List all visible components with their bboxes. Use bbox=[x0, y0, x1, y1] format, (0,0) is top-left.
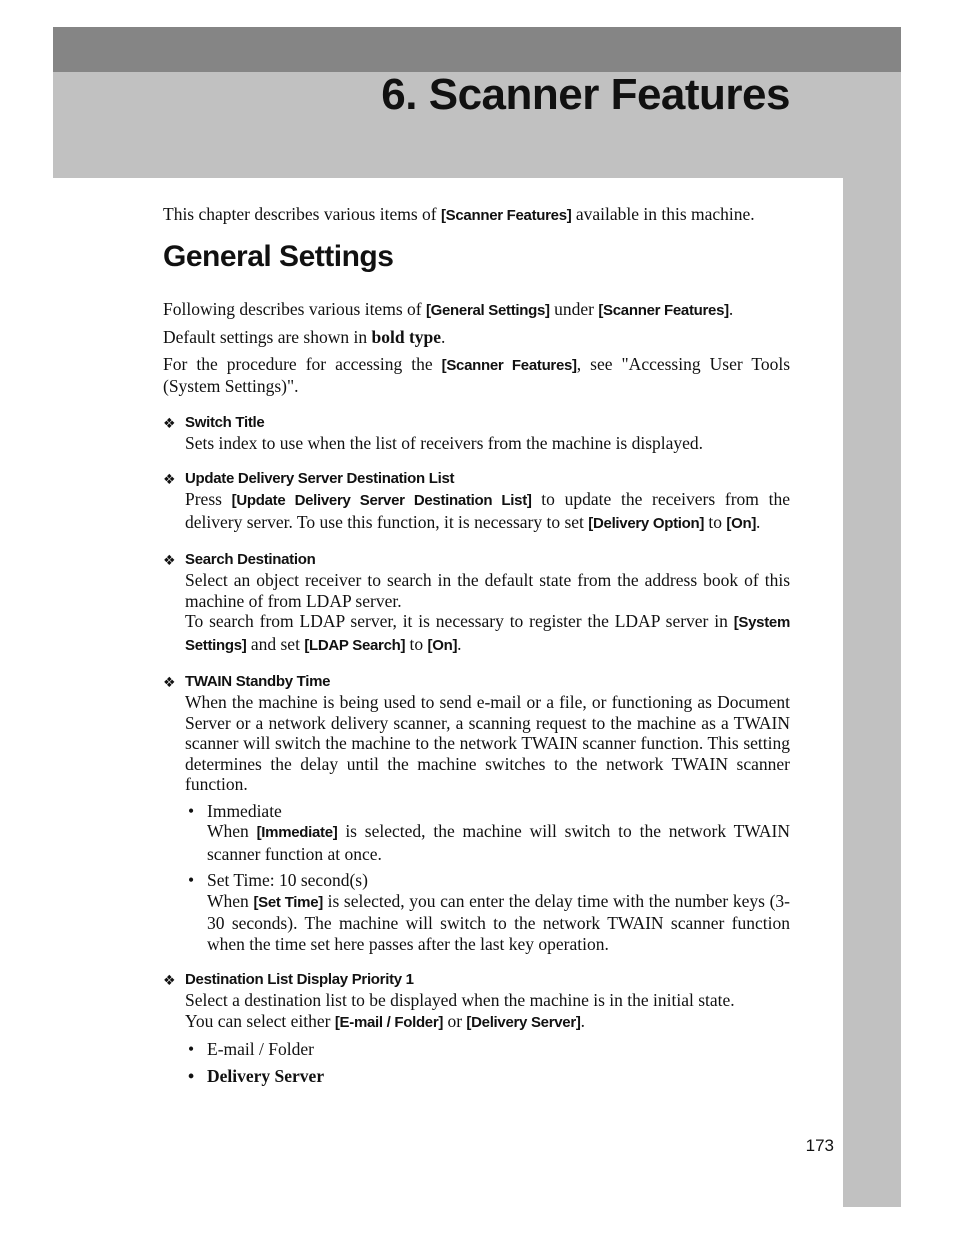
key-immediate: [Immediate] bbox=[256, 824, 338, 841]
list-item: • E-mail / Folder bbox=[185, 1039, 790, 1060]
item-heading: ❖ Search Destination bbox=[163, 551, 316, 568]
diamond-bullet-icon: ❖ bbox=[163, 674, 176, 690]
key-update-list: [Update Delivery Server Destination List] bbox=[231, 492, 532, 509]
item-body: Press [Update Delivery Server Destination List] to update the receivers from the delivery server. To use this function, it is necessary to set [Delivery Option] to [On]. bbox=[185, 489, 790, 532]
item-body: Sets index to use when the list of receivers from the machine is displayed. bbox=[185, 432, 704, 453]
diamond-bullet-icon: ❖ bbox=[163, 552, 176, 568]
list-item: • Immediate When [Immediate] is selected, the machine will switch to the network TWAIN scanner function at once. bbox=[185, 801, 790, 865]
chapter-title: 6. Scanner Features bbox=[381, 70, 790, 119]
page-number: 173 bbox=[805, 1136, 834, 1155]
key-delivery-server: [Delivery Server] bbox=[466, 1013, 581, 1031]
item-body: Select a destination list to be displayed when the machine is in the initial state. You can select either [E-mail / Folder] or [Delivery Server]. • E-mail / Folder • Delivery Server bbox=[185, 990, 790, 1086]
diamond-bullet-icon: ❖ bbox=[163, 471, 176, 487]
list-item-default: • Delivery Server bbox=[185, 1066, 790, 1087]
key-set-time: [Set Time] bbox=[253, 893, 323, 911]
item-heading: ❖ TWAIN Standby Time bbox=[163, 673, 331, 690]
key-delivery-option: [Delivery Option] bbox=[588, 514, 705, 532]
key-scanner-features: [Scanner Features] bbox=[598, 301, 729, 319]
page-content bbox=[163, 204, 790, 1092]
section-title: General Settings bbox=[163, 239, 394, 273]
key-general-settings: [General Settings] bbox=[425, 301, 550, 319]
key-on: [On] bbox=[427, 636, 458, 654]
item-body: Select an object receiver to search in the default state from the address book of this machine of from LDAP server. To search from LDAP server, it is necessary to register the LDAP server in [System Settings] and set [LDAP Search] to [On]. bbox=[185, 570, 790, 654]
item-heading: ❖ Update Delivery Server Destination List bbox=[163, 470, 455, 487]
item-destination-priority bbox=[163, 970, 790, 1086]
item-heading: ❖ Switch Title bbox=[163, 413, 265, 431]
key-email-folder: [E-mail / Folder] bbox=[334, 1013, 444, 1031]
header-band-dark bbox=[53, 27, 901, 72]
diamond-bullet-icon: ❖ bbox=[163, 972, 176, 988]
key-ldap-search: [LDAP Search] bbox=[304, 636, 406, 654]
key-system-settings: [System Settings] bbox=[185, 614, 790, 654]
option-list bbox=[185, 1039, 790, 1086]
key-on: [On] bbox=[726, 514, 757, 532]
list-item: • Set Time: 10 second(s) When [Set Time] is selected, you can enter the delay time with the number keys (3-30 seconds). The machine will switch to the network TWAIN scanner function when the time set here passes after the last key operation. bbox=[185, 870, 790, 954]
item-update-delivery-server bbox=[163, 469, 790, 534]
item-twain-standby-time bbox=[163, 672, 790, 954]
bold-type-text: bold type bbox=[371, 327, 442, 347]
item-body: When the machine is being used to send e-mail or a file, or functioning as Document Server or a network delivery scanner, a scanning request to the machine as a TWAIN scanner will switch the machine to the network TWAIN scanner function. This setting determines the delay until the machine switches to the network TWAIN scanner function. • Immediate When [Immediate] is selected, the machine will switch to the network TWAIN scanner function at once. • Set Time: 10 second(s) When [Set Time] is selected, you can enter the delay time with the number keys (3-30 seconds). The machine will switch to the network TWAIN scanner function when the time set here passes after the last key operation. bbox=[185, 692, 790, 954]
diamond-bullet-icon: ❖ bbox=[163, 414, 176, 431]
paragraph-default-settings: Default settings are shown in bold type. bbox=[163, 327, 446, 347]
item-search-destination bbox=[163, 550, 790, 656]
side-tab bbox=[843, 178, 901, 1207]
option-list bbox=[185, 801, 790, 955]
item-heading: ❖ Destination List Display Priority 1 bbox=[163, 971, 414, 988]
paragraph-procedure: For the procedure for accessing the [Scanner Features], see "Accessing User Tools (System Settings)". bbox=[163, 353, 791, 396]
key-scanner-features: [Scanner Features] bbox=[440, 207, 572, 224]
paragraph-general-items: Following describes various items of [General Settings] under [Scanner Features]. bbox=[163, 298, 734, 319]
intro-paragraph: This chapter describes various items of [Scanner Features] available in this machine. bbox=[163, 204, 755, 224]
key-scanner-features: [Scanner Features] bbox=[441, 356, 577, 374]
item-switch-title bbox=[163, 413, 790, 454]
